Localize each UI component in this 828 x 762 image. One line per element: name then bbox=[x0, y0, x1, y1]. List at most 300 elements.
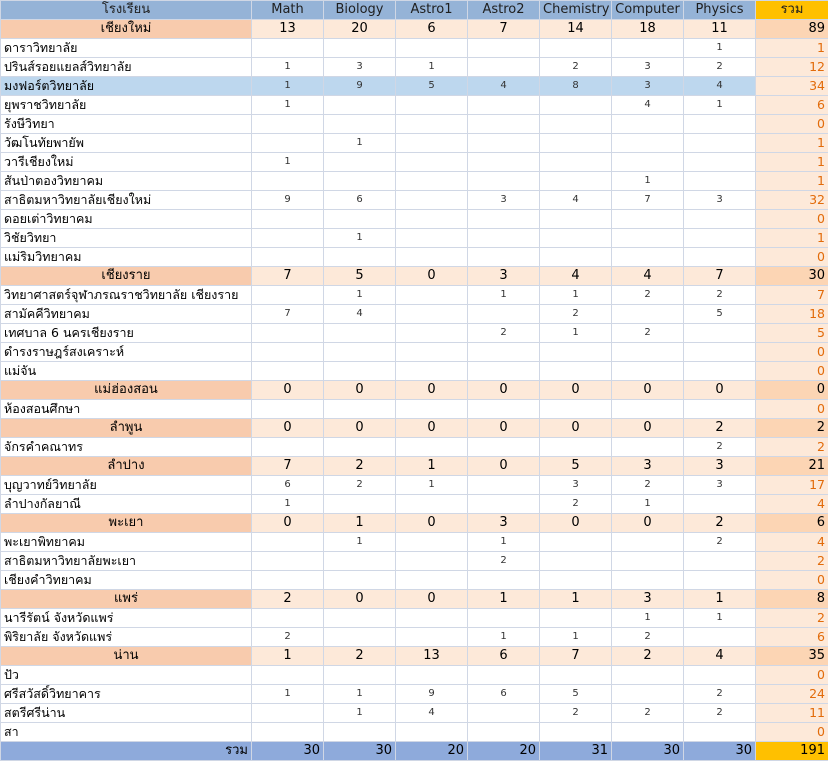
cell-biology[interactable]: 1 bbox=[324, 685, 396, 704]
cell-astro2[interactable]: 0 bbox=[468, 381, 540, 400]
cell-astro2[interactable]: 7 bbox=[468, 20, 540, 39]
cell-physics[interactable] bbox=[684, 248, 756, 267]
cell-astro1[interactable]: 0 bbox=[396, 514, 468, 533]
cell-biology[interactable]: 4 bbox=[324, 305, 396, 324]
cell-astro2[interactable] bbox=[468, 210, 540, 229]
footer-astro2[interactable]: 20 bbox=[468, 742, 540, 761]
cell-physics[interactable] bbox=[684, 115, 756, 134]
cell-math[interactable]: 1 bbox=[252, 495, 324, 514]
cell-biology[interactable] bbox=[324, 153, 396, 172]
cell-biology[interactable] bbox=[324, 324, 396, 343]
cell-biology[interactable]: 20 bbox=[324, 20, 396, 39]
cell-biology[interactable] bbox=[324, 571, 396, 590]
cell-biology[interactable] bbox=[324, 343, 396, 362]
cell-astro1[interactable]: 0 bbox=[396, 419, 468, 438]
cell-biology[interactable]: 1 bbox=[324, 229, 396, 248]
cell-astro2[interactable] bbox=[468, 58, 540, 77]
cell-chemistry[interactable]: 1 bbox=[540, 324, 612, 343]
cell-astro2[interactable] bbox=[468, 172, 540, 191]
cell-astro2[interactable] bbox=[468, 438, 540, 457]
cell-total[interactable]: 0 bbox=[756, 400, 828, 419]
cell-physics[interactable] bbox=[684, 362, 756, 381]
cell-school-name[interactable]: ดาราวิทยาลัย bbox=[1, 39, 252, 58]
cell-astro2[interactable]: 6 bbox=[468, 685, 540, 704]
cell-astro2[interactable] bbox=[468, 134, 540, 153]
cell-astro1[interactable] bbox=[396, 96, 468, 115]
cell-astro2[interactable]: 1 bbox=[468, 590, 540, 609]
header-total[interactable]: รวม bbox=[756, 1, 828, 20]
cell-math[interactable]: 7 bbox=[252, 457, 324, 476]
cell-math[interactable] bbox=[252, 286, 324, 305]
cell-total[interactable]: 8 bbox=[756, 590, 828, 609]
header-physics[interactable]: Physics bbox=[684, 1, 756, 20]
cell-biology[interactable]: 1 bbox=[324, 704, 396, 723]
cell-physics[interactable]: 5 bbox=[684, 305, 756, 324]
cell-chemistry[interactable]: 8 bbox=[540, 77, 612, 96]
cell-biology[interactable] bbox=[324, 400, 396, 419]
cell-astro1[interactable] bbox=[396, 324, 468, 343]
cell-school-name[interactable]: ปัว bbox=[1, 666, 252, 685]
cell-biology[interactable]: 3 bbox=[324, 58, 396, 77]
cell-astro2[interactable] bbox=[468, 153, 540, 172]
cell-chemistry[interactable] bbox=[540, 533, 612, 552]
cell-chemistry[interactable]: 5 bbox=[540, 457, 612, 476]
cell-biology[interactable] bbox=[324, 172, 396, 191]
cell-computer[interactable]: 0 bbox=[612, 514, 684, 533]
cell-computer[interactable] bbox=[612, 153, 684, 172]
cell-math[interactable]: 1 bbox=[252, 685, 324, 704]
cell-astro2[interactable]: 6 bbox=[468, 647, 540, 666]
cell-physics[interactable] bbox=[684, 210, 756, 229]
cell-biology[interactable] bbox=[324, 628, 396, 647]
cell-astro1[interactable]: 4 bbox=[396, 704, 468, 723]
cell-astro1[interactable] bbox=[396, 210, 468, 229]
cell-total[interactable]: 2 bbox=[756, 609, 828, 628]
cell-astro1[interactable]: 0 bbox=[396, 267, 468, 286]
cell-biology[interactable] bbox=[324, 438, 396, 457]
cell-astro1[interactable] bbox=[396, 400, 468, 419]
cell-astro1[interactable]: 5 bbox=[396, 77, 468, 96]
cell-total[interactable]: 1 bbox=[756, 153, 828, 172]
cell-computer[interactable] bbox=[612, 115, 684, 134]
cell-computer[interactable]: 4 bbox=[612, 267, 684, 286]
cell-chemistry[interactable]: 4 bbox=[540, 191, 612, 210]
cell-computer[interactable]: 3 bbox=[612, 590, 684, 609]
cell-math[interactable] bbox=[252, 609, 324, 628]
cell-computer[interactable]: 3 bbox=[612, 457, 684, 476]
header-biology[interactable]: Biology bbox=[324, 1, 396, 20]
cell-math[interactable] bbox=[252, 552, 324, 571]
cell-chemistry[interactable] bbox=[540, 115, 612, 134]
cell-math[interactable]: 1 bbox=[252, 58, 324, 77]
cell-school-name[interactable]: แม่จัน bbox=[1, 362, 252, 381]
cell-astro1[interactable] bbox=[396, 172, 468, 191]
cell-math[interactable]: 7 bbox=[252, 305, 324, 324]
cell-math[interactable]: 13 bbox=[252, 20, 324, 39]
header-astro2[interactable]: Astro2 bbox=[468, 1, 540, 20]
cell-total[interactable]: 35 bbox=[756, 647, 828, 666]
cell-school-name[interactable]: พิริยาลัย จังหวัดแพร่ bbox=[1, 628, 252, 647]
cell-school-name[interactable]: มงฟอร์ตวิทยาลัย bbox=[1, 77, 252, 96]
cell-biology[interactable]: 1 bbox=[324, 134, 396, 153]
cell-chemistry[interactable] bbox=[540, 229, 612, 248]
cell-physics[interactable]: 2 bbox=[684, 704, 756, 723]
cell-biology[interactable]: 2 bbox=[324, 476, 396, 495]
footer-computer[interactable]: 30 bbox=[612, 742, 684, 761]
cell-school-name[interactable]: เชียงราย bbox=[1, 267, 252, 286]
cell-biology[interactable] bbox=[324, 96, 396, 115]
cell-chemistry[interactable]: 5 bbox=[540, 685, 612, 704]
cell-physics[interactable] bbox=[684, 723, 756, 742]
cell-astro1[interactable] bbox=[396, 552, 468, 571]
cell-astro1[interactable] bbox=[396, 628, 468, 647]
cell-physics[interactable]: 4 bbox=[684, 77, 756, 96]
cell-computer[interactable]: 2 bbox=[612, 647, 684, 666]
footer-biology[interactable]: 30 bbox=[324, 742, 396, 761]
cell-astro1[interactable]: 0 bbox=[396, 381, 468, 400]
cell-school-name[interactable]: ลำปาง bbox=[1, 457, 252, 476]
cell-computer[interactable]: 1 bbox=[612, 609, 684, 628]
cell-physics[interactable]: 4 bbox=[684, 647, 756, 666]
cell-biology[interactable] bbox=[324, 115, 396, 134]
cell-astro1[interactable] bbox=[396, 438, 468, 457]
cell-physics[interactable]: 1 bbox=[684, 96, 756, 115]
cell-math[interactable]: 6 bbox=[252, 476, 324, 495]
cell-total[interactable]: 6 bbox=[756, 96, 828, 115]
cell-physics[interactable] bbox=[684, 324, 756, 343]
cell-computer[interactable] bbox=[612, 571, 684, 590]
cell-astro1[interactable] bbox=[396, 248, 468, 267]
cell-astro2[interactable]: 1 bbox=[468, 628, 540, 647]
cell-computer[interactable] bbox=[612, 552, 684, 571]
cell-astro2[interactable]: 2 bbox=[468, 552, 540, 571]
cell-total[interactable]: 0 bbox=[756, 248, 828, 267]
cell-astro2[interactable] bbox=[468, 343, 540, 362]
cell-computer[interactable]: 7 bbox=[612, 191, 684, 210]
cell-chemistry[interactable] bbox=[540, 723, 612, 742]
cell-astro1[interactable]: 0 bbox=[396, 590, 468, 609]
cell-biology[interactable] bbox=[324, 362, 396, 381]
cell-math[interactable] bbox=[252, 210, 324, 229]
cell-physics[interactable] bbox=[684, 552, 756, 571]
cell-math[interactable]: 0 bbox=[252, 514, 324, 533]
cell-astro2[interactable]: 3 bbox=[468, 191, 540, 210]
cell-astro1[interactable] bbox=[396, 153, 468, 172]
cell-biology[interactable]: 1 bbox=[324, 286, 396, 305]
cell-astro1[interactable] bbox=[396, 609, 468, 628]
cell-astro1[interactable] bbox=[396, 723, 468, 742]
cell-school-name[interactable]: สันป่าตองวิทยาคม bbox=[1, 172, 252, 191]
cell-astro2[interactable] bbox=[468, 704, 540, 723]
cell-chemistry[interactable] bbox=[540, 362, 612, 381]
cell-computer[interactable]: 1 bbox=[612, 495, 684, 514]
cell-chemistry[interactable]: 2 bbox=[540, 704, 612, 723]
cell-biology[interactable]: 5 bbox=[324, 267, 396, 286]
cell-chemistry[interactable] bbox=[540, 400, 612, 419]
cell-school-name[interactable]: จักรคำคณาทร bbox=[1, 438, 252, 457]
cell-math[interactable]: 1 bbox=[252, 153, 324, 172]
cell-computer[interactable] bbox=[612, 229, 684, 248]
cell-astro2[interactable]: 1 bbox=[468, 533, 540, 552]
cell-math[interactable] bbox=[252, 324, 324, 343]
cell-school-name[interactable]: ดอยเต่าวิทยาคม bbox=[1, 210, 252, 229]
cell-total[interactable]: 2 bbox=[756, 552, 828, 571]
cell-total[interactable]: 0 bbox=[756, 362, 828, 381]
cell-chemistry[interactable] bbox=[540, 96, 612, 115]
cell-chemistry[interactable] bbox=[540, 248, 612, 267]
cell-computer[interactable]: 2 bbox=[612, 476, 684, 495]
cell-school-name[interactable]: วิทยาศาสตร์จุฬาภรณราชวิทยาลัย เชียงราย bbox=[1, 286, 252, 305]
cell-biology[interactable] bbox=[324, 210, 396, 229]
cell-astro1[interactable] bbox=[396, 39, 468, 58]
cell-chemistry[interactable]: 3 bbox=[540, 476, 612, 495]
cell-chemistry[interactable]: 0 bbox=[540, 381, 612, 400]
cell-astro2[interactable]: 3 bbox=[468, 514, 540, 533]
cell-astro2[interactable] bbox=[468, 305, 540, 324]
cell-astro2[interactable] bbox=[468, 39, 540, 58]
cell-total[interactable]: 0 bbox=[756, 723, 828, 742]
cell-school-name[interactable]: เชียงใหม่ bbox=[1, 20, 252, 39]
cell-computer[interactable]: 3 bbox=[612, 58, 684, 77]
cell-total[interactable]: 18 bbox=[756, 305, 828, 324]
cell-computer[interactable]: 3 bbox=[612, 77, 684, 96]
cell-math[interactable]: 1 bbox=[252, 96, 324, 115]
cell-total[interactable]: 34 bbox=[756, 77, 828, 96]
cell-math[interactable]: 2 bbox=[252, 628, 324, 647]
cell-computer[interactable]: 2 bbox=[612, 286, 684, 305]
cell-school-name[interactable]: ห้องสอนศึกษา bbox=[1, 400, 252, 419]
cell-astro2[interactable] bbox=[468, 495, 540, 514]
cell-school-name[interactable]: ปรินส์รอยแยลส์วิทยาลัย bbox=[1, 58, 252, 77]
cell-physics[interactable] bbox=[684, 343, 756, 362]
cell-chemistry[interactable] bbox=[540, 571, 612, 590]
cell-astro1[interactable] bbox=[396, 362, 468, 381]
cell-biology[interactable] bbox=[324, 248, 396, 267]
cell-school-name[interactable]: สาธิตมหาวิทยาลัยเชียงใหม่ bbox=[1, 191, 252, 210]
cell-school-name[interactable]: ลำพูน bbox=[1, 419, 252, 438]
cell-physics[interactable] bbox=[684, 495, 756, 514]
cell-astro1[interactable] bbox=[396, 229, 468, 248]
cell-biology[interactable] bbox=[324, 609, 396, 628]
cell-astro2[interactable]: 0 bbox=[468, 419, 540, 438]
cell-total[interactable]: 30 bbox=[756, 267, 828, 286]
header-math[interactable]: Math bbox=[252, 1, 324, 20]
cell-school-name[interactable]: บุญวาทย์วิทยาลัย bbox=[1, 476, 252, 495]
footer-school-name[interactable]: รวม bbox=[1, 742, 252, 761]
cell-physics[interactable] bbox=[684, 400, 756, 419]
cell-computer[interactable]: 2 bbox=[612, 324, 684, 343]
cell-math[interactable]: 0 bbox=[252, 419, 324, 438]
cell-math[interactable]: 0 bbox=[252, 381, 324, 400]
cell-total[interactable]: 0 bbox=[756, 210, 828, 229]
cell-physics[interactable] bbox=[684, 628, 756, 647]
cell-biology[interactable]: 2 bbox=[324, 647, 396, 666]
cell-physics[interactable] bbox=[684, 666, 756, 685]
footer-chemistry[interactable]: 31 bbox=[540, 742, 612, 761]
cell-total[interactable]: 12 bbox=[756, 58, 828, 77]
cell-astro2[interactable]: 1 bbox=[468, 286, 540, 305]
cell-physics[interactable] bbox=[684, 571, 756, 590]
cell-chemistry[interactable]: 14 bbox=[540, 20, 612, 39]
cell-computer[interactable] bbox=[612, 533, 684, 552]
cell-physics[interactable]: 2 bbox=[684, 58, 756, 77]
cell-biology[interactable]: 1 bbox=[324, 514, 396, 533]
cell-chemistry[interactable] bbox=[540, 609, 612, 628]
cell-math[interactable] bbox=[252, 438, 324, 457]
cell-biology[interactable]: 2 bbox=[324, 457, 396, 476]
cell-astro1[interactable] bbox=[396, 286, 468, 305]
cell-astro2[interactable] bbox=[468, 362, 540, 381]
cell-chemistry[interactable]: 0 bbox=[540, 514, 612, 533]
cell-math[interactable] bbox=[252, 400, 324, 419]
cell-school-name[interactable]: พะเยา bbox=[1, 514, 252, 533]
cell-physics[interactable]: 0 bbox=[684, 381, 756, 400]
cell-astro2[interactable] bbox=[468, 115, 540, 134]
cell-astro2[interactable] bbox=[468, 723, 540, 742]
cell-biology[interactable] bbox=[324, 723, 396, 742]
cell-computer[interactable]: 0 bbox=[612, 419, 684, 438]
cell-school-name[interactable]: ยุพราชวิทยาลัย bbox=[1, 96, 252, 115]
cell-math[interactable]: 7 bbox=[252, 267, 324, 286]
cell-physics[interactable]: 1 bbox=[684, 39, 756, 58]
cell-astro1[interactable]: 13 bbox=[396, 647, 468, 666]
cell-astro1[interactable]: 1 bbox=[396, 457, 468, 476]
cell-astro1[interactable]: 6 bbox=[396, 20, 468, 39]
cell-math[interactable] bbox=[252, 172, 324, 191]
cell-astro2[interactable] bbox=[468, 609, 540, 628]
cell-total[interactable]: 7 bbox=[756, 286, 828, 305]
cell-total[interactable]: 17 bbox=[756, 476, 828, 495]
cell-total[interactable]: 89 bbox=[756, 20, 828, 39]
cell-school-name[interactable]: ดำรงราษฎร์สงเคราะห์ bbox=[1, 343, 252, 362]
cell-astro2[interactable] bbox=[468, 666, 540, 685]
cell-physics[interactable]: 3 bbox=[684, 457, 756, 476]
cell-total[interactable]: 21 bbox=[756, 457, 828, 476]
cell-physics[interactable]: 3 bbox=[684, 476, 756, 495]
cell-total[interactable]: 6 bbox=[756, 514, 828, 533]
cell-biology[interactable]: 6 bbox=[324, 191, 396, 210]
cell-total[interactable]: 2 bbox=[756, 419, 828, 438]
cell-computer[interactable]: 2 bbox=[612, 704, 684, 723]
cell-school-name[interactable]: สา bbox=[1, 723, 252, 742]
cell-math[interactable] bbox=[252, 229, 324, 248]
cell-computer[interactable] bbox=[612, 400, 684, 419]
cell-computer[interactable] bbox=[612, 248, 684, 267]
cell-computer[interactable] bbox=[612, 438, 684, 457]
cell-school-name[interactable]: วารีเชียงใหม่ bbox=[1, 153, 252, 172]
cell-math[interactable]: 1 bbox=[252, 647, 324, 666]
cell-math[interactable] bbox=[252, 704, 324, 723]
cell-math[interactable]: 2 bbox=[252, 590, 324, 609]
cell-math[interactable] bbox=[252, 115, 324, 134]
cell-chemistry[interactable] bbox=[540, 666, 612, 685]
cell-astro2[interactable]: 3 bbox=[468, 267, 540, 286]
cell-math[interactable] bbox=[252, 723, 324, 742]
cell-chemistry[interactable]: 1 bbox=[540, 286, 612, 305]
cell-total[interactable]: 4 bbox=[756, 495, 828, 514]
cell-biology[interactable]: 0 bbox=[324, 381, 396, 400]
cell-astro2[interactable]: 0 bbox=[468, 457, 540, 476]
cell-school-name[interactable]: เชียงคำวิทยาคม bbox=[1, 571, 252, 590]
cell-chemistry[interactable] bbox=[540, 552, 612, 571]
cell-physics[interactable]: 3 bbox=[684, 191, 756, 210]
cell-math[interactable] bbox=[252, 134, 324, 153]
cell-physics[interactable] bbox=[684, 153, 756, 172]
footer-math[interactable]: 30 bbox=[252, 742, 324, 761]
cell-physics[interactable] bbox=[684, 172, 756, 191]
cell-school-name[interactable]: สามัคคีวิทยาคม bbox=[1, 305, 252, 324]
cell-school-name[interactable]: น่าน bbox=[1, 647, 252, 666]
cell-physics[interactable]: 2 bbox=[684, 514, 756, 533]
cell-physics[interactable]: 2 bbox=[684, 438, 756, 457]
cell-chemistry[interactable]: 2 bbox=[540, 305, 612, 324]
cell-computer[interactable] bbox=[612, 362, 684, 381]
cell-total[interactable]: 1 bbox=[756, 134, 828, 153]
cell-school-name[interactable]: ลำปางกัลยาณี bbox=[1, 495, 252, 514]
cell-math[interactable] bbox=[252, 666, 324, 685]
cell-astro1[interactable] bbox=[396, 115, 468, 134]
header-chemistry[interactable]: Chemistry bbox=[540, 1, 612, 20]
cell-total[interactable]: 1 bbox=[756, 39, 828, 58]
cell-computer[interactable] bbox=[612, 305, 684, 324]
cell-school-name[interactable]: แม่ฮ่องสอน bbox=[1, 381, 252, 400]
cell-chemistry[interactable]: 2 bbox=[540, 495, 612, 514]
cell-computer[interactable] bbox=[612, 39, 684, 58]
footer-physics[interactable]: 30 bbox=[684, 742, 756, 761]
cell-astro1[interactable] bbox=[396, 571, 468, 590]
cell-computer[interactable] bbox=[612, 343, 684, 362]
cell-astro2[interactable] bbox=[468, 571, 540, 590]
cell-computer[interactable]: 1 bbox=[612, 172, 684, 191]
cell-astro1[interactable]: 1 bbox=[396, 58, 468, 77]
cell-astro1[interactable] bbox=[396, 666, 468, 685]
cell-total[interactable]: 11 bbox=[756, 704, 828, 723]
cell-astro1[interactable]: 9 bbox=[396, 685, 468, 704]
cell-total[interactable]: 32 bbox=[756, 191, 828, 210]
cell-total[interactable]: 0 bbox=[756, 381, 828, 400]
cell-chemistry[interactable]: 4 bbox=[540, 267, 612, 286]
cell-physics[interactable]: 1 bbox=[684, 590, 756, 609]
cell-chemistry[interactable] bbox=[540, 210, 612, 229]
cell-astro2[interactable]: 4 bbox=[468, 77, 540, 96]
cell-chemistry[interactable] bbox=[540, 172, 612, 191]
cell-chemistry[interactable]: 1 bbox=[540, 590, 612, 609]
cell-physics[interactable] bbox=[684, 134, 756, 153]
cell-chemistry[interactable] bbox=[540, 438, 612, 457]
cell-school-name[interactable]: พะเยาพิทยาคม bbox=[1, 533, 252, 552]
cell-biology[interactable] bbox=[324, 495, 396, 514]
cell-total[interactable]: 5 bbox=[756, 324, 828, 343]
cell-total[interactable]: 0 bbox=[756, 115, 828, 134]
cell-total[interactable]: 4 bbox=[756, 533, 828, 552]
cell-total[interactable]: 24 bbox=[756, 685, 828, 704]
cell-physics[interactable] bbox=[684, 229, 756, 248]
cell-school-name[interactable]: รังษีวิทยา bbox=[1, 115, 252, 134]
cell-astro2[interactable]: 2 bbox=[468, 324, 540, 343]
cell-physics[interactable]: 2 bbox=[684, 685, 756, 704]
cell-school-name[interactable]: ศรีสวัสดิ์วิทยาคาร bbox=[1, 685, 252, 704]
cell-astro2[interactable] bbox=[468, 400, 540, 419]
cell-total[interactable]: 0 bbox=[756, 343, 828, 362]
cell-computer[interactable] bbox=[612, 134, 684, 153]
cell-physics[interactable]: 7 bbox=[684, 267, 756, 286]
header-computer[interactable]: Computer bbox=[612, 1, 684, 20]
cell-math[interactable] bbox=[252, 571, 324, 590]
cell-astro2[interactable] bbox=[468, 229, 540, 248]
cell-biology[interactable] bbox=[324, 552, 396, 571]
cell-astro1[interactable] bbox=[396, 533, 468, 552]
cell-school-name[interactable]: สาธิตมหาวิทยาลัยพะเยา bbox=[1, 552, 252, 571]
